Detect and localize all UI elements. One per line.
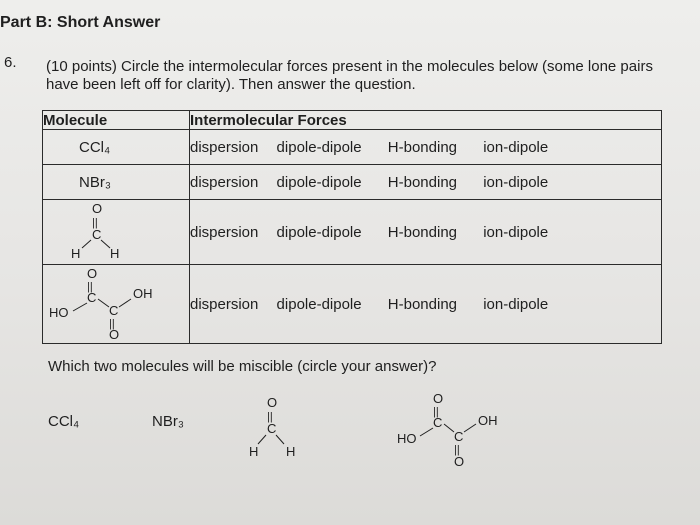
atom-o: O xyxy=(109,327,120,339)
atom-h-right: H xyxy=(110,246,120,260)
answer-oxalic-acid[interactable] xyxy=(394,390,524,470)
double-bond: || xyxy=(433,406,439,418)
question-text: (10 points) Circle the intermolecular forces present in the molecules below (some lone pairs have been left off for clarity). Then answer the question. xyxy=(46,58,653,93)
option-dispersion[interactable]: dispersion xyxy=(190,295,259,313)
option-h-bonding[interactable]: H-bonding xyxy=(387,138,458,156)
double-bond: || xyxy=(109,318,115,330)
atom-h-right: H xyxy=(286,444,296,459)
answer-ccl4[interactable]: CCl₄ xyxy=(48,413,80,430)
forces-cell xyxy=(190,130,662,165)
forces-table xyxy=(42,110,662,344)
question-number: 6. xyxy=(4,54,17,71)
option-dispersion[interactable]: dispersion xyxy=(190,138,259,156)
atom-oh: OH xyxy=(133,286,153,301)
option-ion-dipole[interactable]: ion-dipole xyxy=(483,295,549,313)
table-row xyxy=(43,265,662,344)
table-row xyxy=(43,130,662,165)
atom-oh: OH xyxy=(478,413,498,428)
atom-c: C xyxy=(87,290,97,305)
molecule-cell xyxy=(43,265,190,344)
atom-o: O xyxy=(454,454,465,469)
answer-formaldehyde[interactable] xyxy=(246,394,306,464)
molecule-ccl4: CCl₄ xyxy=(79,138,111,156)
atom-c: C xyxy=(433,415,443,430)
option-ion-dipole[interactable]: ion-dipole xyxy=(483,173,549,191)
double-bond: || xyxy=(87,281,93,293)
answer-nbr3[interactable]: NBr₃ xyxy=(152,413,184,430)
table-row xyxy=(43,165,662,200)
forces-cell xyxy=(190,265,662,344)
formaldehyde-structure xyxy=(43,200,143,260)
atom-ho: HO xyxy=(397,431,417,446)
header-molecule: Molecule xyxy=(43,111,190,130)
atom-h-left: H xyxy=(71,246,81,260)
forces-cell xyxy=(190,165,662,200)
option-h-bonding[interactable]: H-bonding xyxy=(387,173,458,191)
option-dipole-dipole[interactable]: dipole-dipole xyxy=(276,173,362,191)
header-intermolecular-forces: Intermolecular Forces xyxy=(190,111,662,130)
atom-c: C xyxy=(92,227,102,242)
molecule-cell xyxy=(43,165,190,200)
atom-o: O xyxy=(87,266,98,281)
molecule-cell xyxy=(43,200,190,265)
option-dipole-dipole[interactable]: dipole-dipole xyxy=(276,223,362,241)
table-row xyxy=(43,200,662,265)
atom-c: C xyxy=(267,421,277,436)
atom-o: O xyxy=(267,395,278,410)
option-ion-dipole[interactable]: ion-dipole xyxy=(483,223,549,241)
double-bond: || xyxy=(267,411,273,423)
option-h-bonding[interactable]: H-bonding xyxy=(387,295,458,313)
atom-o: O xyxy=(92,201,103,216)
part-title: Part B: Short Answer xyxy=(0,14,161,31)
option-dispersion[interactable]: dispersion xyxy=(190,223,259,241)
option-dispersion[interactable]: dispersion xyxy=(190,173,259,191)
atom-c: C xyxy=(109,303,119,318)
atom-ho: HO xyxy=(49,305,69,320)
atom-c: C xyxy=(454,429,464,444)
forces-cell xyxy=(190,200,662,265)
option-dipole-dipole[interactable]: dipole-dipole xyxy=(276,138,362,156)
oxalic-acid-structure xyxy=(43,265,163,339)
atom-o: O xyxy=(433,391,444,406)
miscible-question: Which two molecules will be miscible (circle your answer)? xyxy=(48,358,437,375)
double-bond: || xyxy=(92,217,98,229)
molecule-cell xyxy=(43,130,190,165)
option-ion-dipole[interactable]: ion-dipole xyxy=(483,138,549,156)
option-h-bonding[interactable]: H-bonding xyxy=(387,223,458,241)
atom-h-left: H xyxy=(249,444,259,459)
double-bond: || xyxy=(454,444,460,456)
table-header-row xyxy=(43,111,662,130)
molecule-nbr3: NBr₃ xyxy=(79,173,111,191)
option-dipole-dipole[interactable]: dipole-dipole xyxy=(276,295,362,313)
